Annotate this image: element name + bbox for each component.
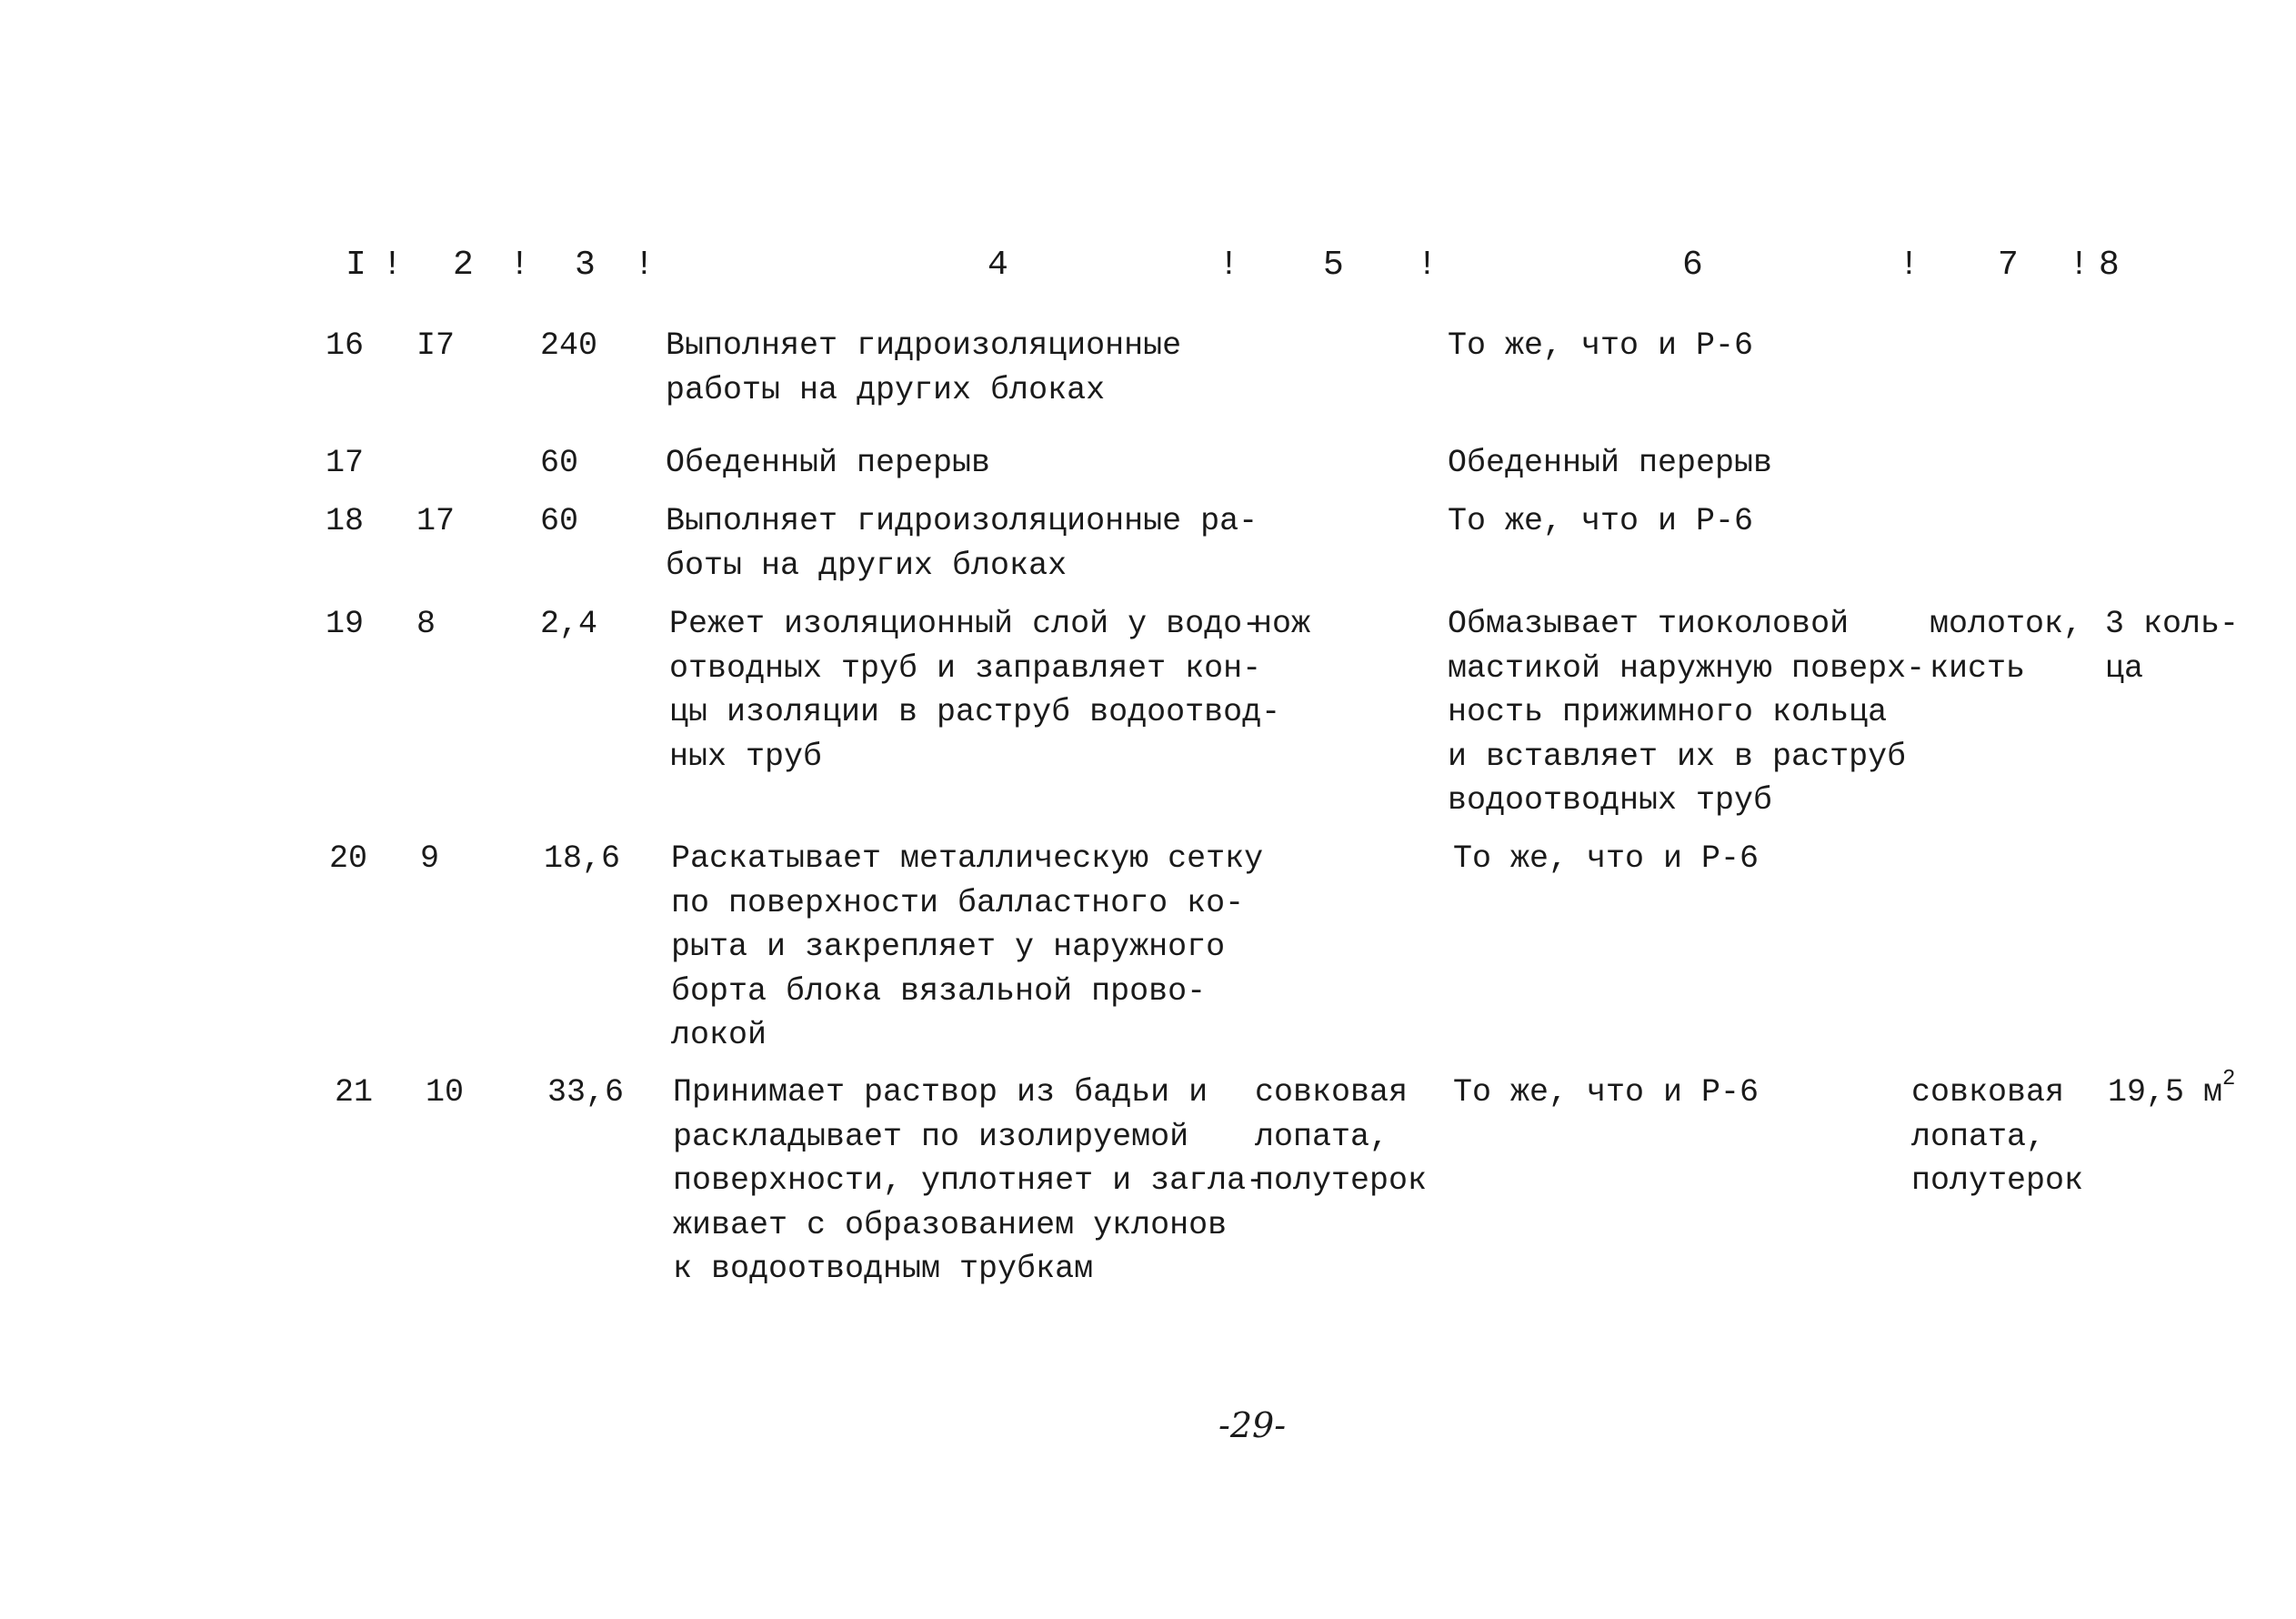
- page-number: -29-: [1218, 1405, 1287, 1445]
- header-col-7: 7: [1998, 246, 2019, 285]
- cell-col-3: 2,4: [540, 606, 598, 642]
- cell-tools: нож: [1253, 606, 1311, 642]
- header-separator: !: [382, 246, 403, 285]
- header-col-5: 5: [1323, 246, 1344, 285]
- header-separator: !: [1899, 246, 1920, 285]
- header-separator: !: [2069, 246, 2090, 285]
- header-separator: !: [1417, 246, 1438, 285]
- cell-operation: Принимает раствор из бадьи и раскладывает по изолируемой поверхности, уплотняет и загла- живает с образованием уклонов к водоотводным трубкам: [673, 1074, 1266, 1287]
- cell-tools: совковая лопата, полутерок: [1255, 1074, 1428, 1199]
- cell-col-3: 33,6: [547, 1074, 625, 1111]
- header-col-4: 4: [988, 246, 1008, 285]
- cell-number: 21: [335, 1074, 374, 1111]
- cell-number: 17: [326, 445, 365, 481]
- cell-col-2: 10: [426, 1074, 465, 1111]
- cell-volume: 3 коль- ца: [2105, 606, 2240, 687]
- header-col-1: I: [346, 246, 366, 285]
- volume-unit-exponent: 2: [2222, 1067, 2236, 1091]
- cell-operation-2: Обмазывает тиоколовой мастикой наружную поверх- ность прижимного кольца и вставляет их в раструб водоотводных труб: [1448, 606, 1926, 819]
- header-separator: !: [634, 246, 655, 285]
- volume-value: 19,5 м: [2108, 1074, 2223, 1111]
- cell-operation: Обеденный перерыв: [666, 445, 991, 481]
- cell-number: 18: [326, 503, 365, 539]
- header-col-3: 3: [575, 246, 596, 285]
- cell-col-2: 9: [420, 840, 440, 877]
- header-separator: !: [1218, 246, 1239, 285]
- cell-operation: Режет изоляционный слой у водо- отводных труб и заправляет кон- цы изоляции в раструб водоотвод- ных труб: [669, 606, 1281, 775]
- cell-col-3: 18,6: [544, 840, 621, 877]
- cell-col-3: 60: [540, 503, 579, 539]
- header-separator: !: [509, 246, 530, 285]
- header-col-8: 8: [2099, 246, 2120, 285]
- cell-tools-2: молоток, кисть: [1930, 606, 2083, 687]
- cell-col-2: I7: [416, 327, 456, 364]
- cell-operation-2: То же, что и Р-6: [1453, 840, 1760, 877]
- cell-number: 20: [329, 840, 368, 877]
- cell-col-3: 60: [540, 445, 579, 481]
- cell-tools-2: совковая лопата, полутерок: [1911, 1074, 2084, 1199]
- cell-operation-2: То же, что и Р-6: [1453, 1074, 1760, 1111]
- cell-operation: Раскатывает металлическую сетку по поверхности балластного ко- рыта и закрепляет у наружного борта блока вязальной прово- локой: [671, 840, 1264, 1053]
- cell-operation-2: То же, что и Р-6: [1448, 503, 1754, 539]
- cell-number: 16: [326, 327, 365, 364]
- cell-operation: Выполняет гидроизоляционные работы на других блоках: [666, 327, 1182, 408]
- cell-number: 19: [326, 606, 365, 642]
- cell-operation: Выполняет гидроизоляционные ра- боты на других блоках: [666, 503, 1258, 584]
- cell-col-2: 8: [416, 606, 436, 642]
- cell-operation-2: То же, что и Р-6: [1448, 327, 1754, 364]
- cell-volume: [2108, 1067, 2236, 1115]
- header-col-2: 2: [453, 246, 474, 285]
- cell-operation-2: Обеденный перерыв: [1448, 445, 1773, 481]
- header-col-6: 6: [1682, 246, 1703, 285]
- cell-col-2: 17: [416, 503, 456, 539]
- cell-col-3: 240: [540, 327, 598, 364]
